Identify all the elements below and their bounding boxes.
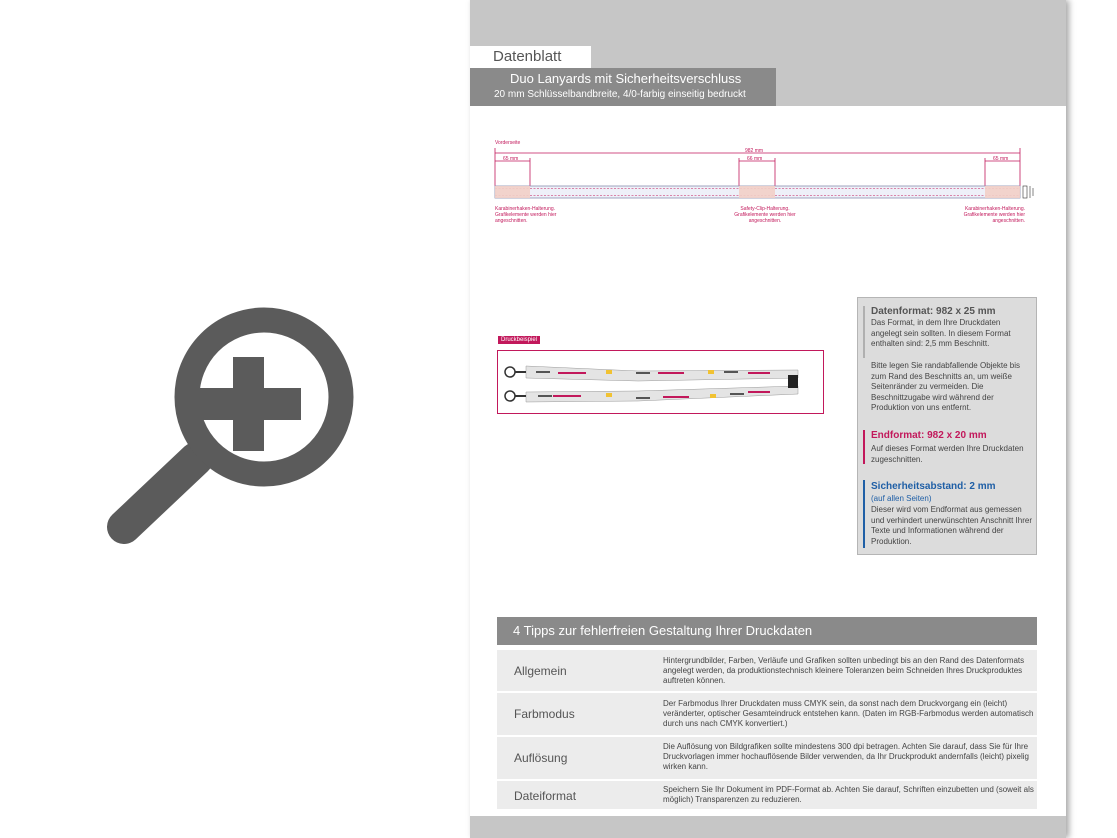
tip-text: Der Farbmodus Ihrer Druckdaten muss CMYK sein, da sonst nach dem Druckvorgang ein (leicht) veränderter, optischer Gesamteindruck entstehen kann. (Daten im RGB-Farbmodus werden automatisch durch uns nach CMYK konvertiert.)	[663, 699, 1034, 728]
endformat-title: Endformat: 982 x 20 mm	[871, 430, 987, 441]
tip-text: Hintergrundbilder, Farben, Verläufe und Grafiken sollten unbedingt bis an den Rand des Datenformats angelegt werden, da produktionstechnisch kleinere Toleranzen beim Schneiden Ihres Druckproduktes auftreten können.	[663, 656, 1025, 685]
seg-right-label: 65 mm	[993, 156, 1009, 162]
note-mid: Safety-Clip-Halterung. Grafikelemente werden hier angeschnitten.	[734, 206, 796, 224]
note-left: Karabinerhaken-Halterung. Grafikelemente werden hier angeschnitten.	[495, 206, 557, 224]
tips-header: 4 Tipps zur fehlerfreien Gestaltung Ihrer Druckdaten	[497, 617, 1037, 645]
sicherheit-title: Sicherheitsabstand: 2 mm	[871, 481, 996, 492]
endformat-text: Auf dieses Format werden Ihre Druckdaten zugeschnitten.	[871, 444, 1024, 464]
tip-row	[497, 735, 1037, 779]
spec-bar-endformat	[863, 430, 865, 464]
datenformat-title: Datenformat: 982 x 25 mm	[871, 306, 996, 317]
print-example-label: Druckbeispiel	[498, 336, 540, 344]
product-title-band	[470, 68, 776, 106]
tip-row	[497, 648, 1037, 691]
side-label: Vorderseite	[495, 140, 521, 146]
datenformat-text-2: Bitte legen Sie randabfallende Objekte bis zum Rand des Beschnitts an, um weiße Seitenränder zu vermeiden. Die Beschnittzugabe wird während der Produktion von uns entfernt.	[871, 361, 1020, 412]
seg-left-label: 65 mm	[503, 156, 519, 162]
zoom-in-icon[interactable]	[0, 0, 470, 838]
spec-bar-sicherheit	[863, 480, 865, 548]
datenformat-text: Das Format, in dem Ihre Druckdaten angelegt sein sollten. In diesem Format enthalten sind: 2,5 mm Beschnitt.	[871, 318, 1011, 348]
tip-row	[497, 779, 1037, 809]
data-sheet-page	[470, 0, 1066, 838]
footer-background	[470, 816, 1066, 838]
tip-text: Die Auflösung von Bildgrafiken sollte mindestens 300 dpi betragen. Achten Sie darauf, dass Sie für Ihre Druckvorlagen immer hochauflösende Bilder verwenden, da Ihr Druckprodukt andernfalls (leicht) pixelig wirken kann.	[663, 742, 1029, 771]
tip-label: Allgemein	[514, 664, 567, 678]
seg-mid-label: 66 mm	[747, 156, 763, 162]
technical-drawing	[493, 136, 1043, 232]
total-width-label: 982 mm	[745, 148, 764, 154]
zoom-area[interactable]	[0, 0, 470, 838]
lanyard-print-example	[498, 351, 825, 415]
sheet-tab: Datenblatt	[470, 46, 591, 68]
spec-bar-datenformat	[863, 306, 865, 358]
tip-label: Auflösung	[514, 751, 568, 765]
tip-text: Speichern Sie Ihr Dokument im PDF-Format ab. Achten Sie darauf, Schriften einzubetten und (soweit als möglich) Transparenzen zu reduzieren.	[663, 785, 1034, 804]
spec-box	[857, 297, 1037, 555]
tip-row	[497, 691, 1037, 735]
sicherheit-sub: (auf allen Seiten)	[871, 494, 932, 503]
tip-label: Farbmodus	[514, 707, 575, 721]
product-subtitle: 20 mm Schlüsselbandbreite, 4/0-farbig einseitig bedruckt	[494, 89, 746, 100]
note-right: Karabinerhaken-Halterung. Grafikelemente werden hier angeschnitten.	[963, 206, 1025, 224]
sicherheit-text: Dieser wird vom Endformat aus gemessen und verhindert unerwünschten Anschnitt Ihrer Texte und Informationen während der Produktion.	[871, 505, 1032, 546]
tip-label: Dateiformat	[514, 789, 577, 803]
product-title: Duo Lanyards mit Sicherheitsverschluss	[510, 71, 742, 86]
print-example-frame	[497, 350, 824, 414]
